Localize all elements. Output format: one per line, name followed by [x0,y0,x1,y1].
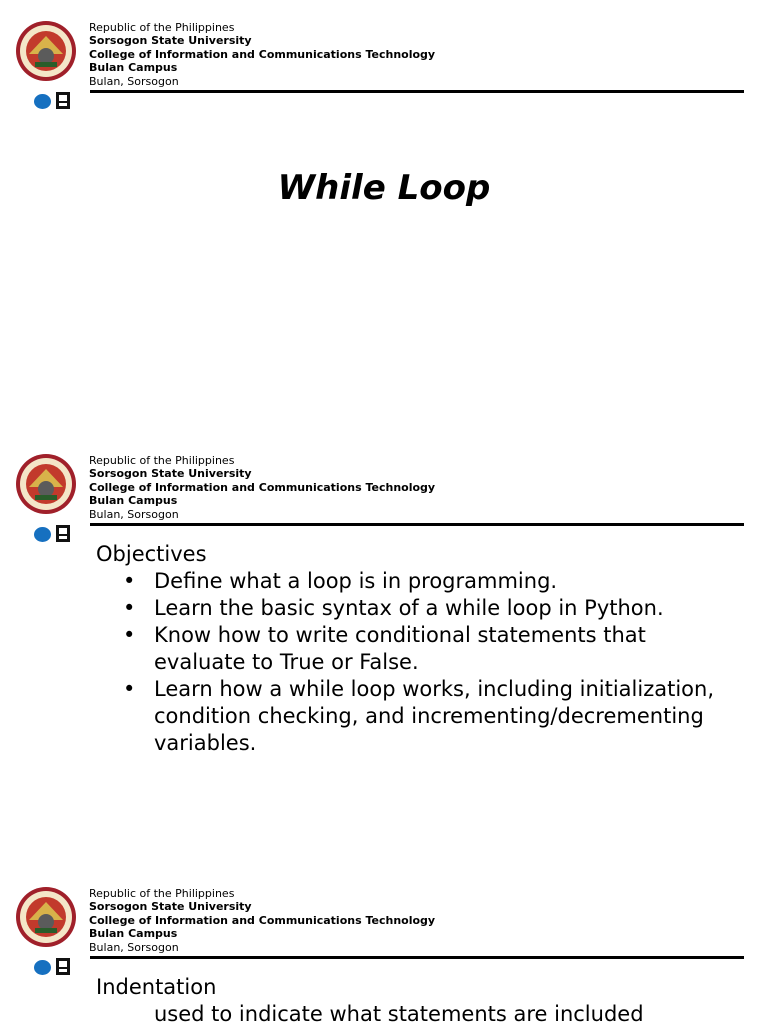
bullet-icon: • [123,677,136,701]
objectives-section [96,541,714,757]
header-location: Bulan, Sorsogon [89,940,179,954]
list-item [96,595,714,622]
certification-badges [34,958,74,976]
bullet-icon: • [123,596,136,620]
slide-header [0,433,768,543]
objective-text: Know how to write conditional statements that evaluate to True or False. [154,623,646,674]
nqa-certification-icon [34,960,51,975]
university-seal-icon [15,886,77,948]
certification-badges [34,92,74,110]
bullet-icon: • [123,623,136,647]
slide-1 [0,0,768,433]
slide-header [0,866,768,976]
header-college: College of Information and Communications Technology [89,913,436,927]
slide-header [0,0,768,110]
university-seal-icon [15,20,77,82]
objective-text: Define what a loop is in programming. [154,569,558,593]
header-country: Republic of the Philippines [89,21,235,34]
indentation-heading: Indentation [96,975,217,999]
header-divider [90,523,744,526]
header-campus: Bulan Campus [89,61,178,75]
certification-badges [34,525,74,543]
indentation-section [96,974,644,1028]
list-item [96,568,714,595]
objectives-heading: Objectives [96,542,207,566]
objective-text: Learn the basic syntax of a while loop in Python. [154,596,664,620]
bullet-icon: • [123,569,136,593]
header-country: Republic of the Philippines [89,454,235,467]
slide-title: While Loop [277,168,491,208]
nqa-certification-icon [34,527,51,542]
objectives-list [96,568,714,757]
header-university: Sorsogon State University [89,34,252,48]
header-university: Sorsogon State University [89,467,252,481]
slide-2 [0,433,768,866]
header-university: Sorsogon State University [89,900,252,914]
objective-text: Learn how a while loop works, including initialization, condition checking, and incrementing/decrementing variables. [154,677,715,755]
header-divider [90,956,744,959]
header-campus: Bulan Campus [89,494,178,508]
university-seal-icon [15,453,77,515]
nqa-certification-icon [34,94,51,109]
header-text [89,454,435,521]
iso-certification-icon [56,92,70,109]
header-college: College of Information and Communications Technology [89,480,436,494]
header-college: College of Information and Communications Technology [89,47,436,61]
indentation-text: used to indicate what statements are included [154,1002,644,1026]
list-item [96,676,714,757]
slide-3 [0,866,768,1024]
iso-certification-icon [56,958,70,975]
header-location: Bulan, Sorsogon [89,74,179,88]
header-location: Bulan, Sorsogon [89,507,179,521]
list-item [96,622,714,676]
iso-certification-icon [56,525,70,542]
header-divider [90,90,744,93]
header-text [89,21,435,88]
header-campus: Bulan Campus [89,927,178,941]
header-country: Republic of the Philippines [89,887,235,900]
header-text [89,887,435,954]
